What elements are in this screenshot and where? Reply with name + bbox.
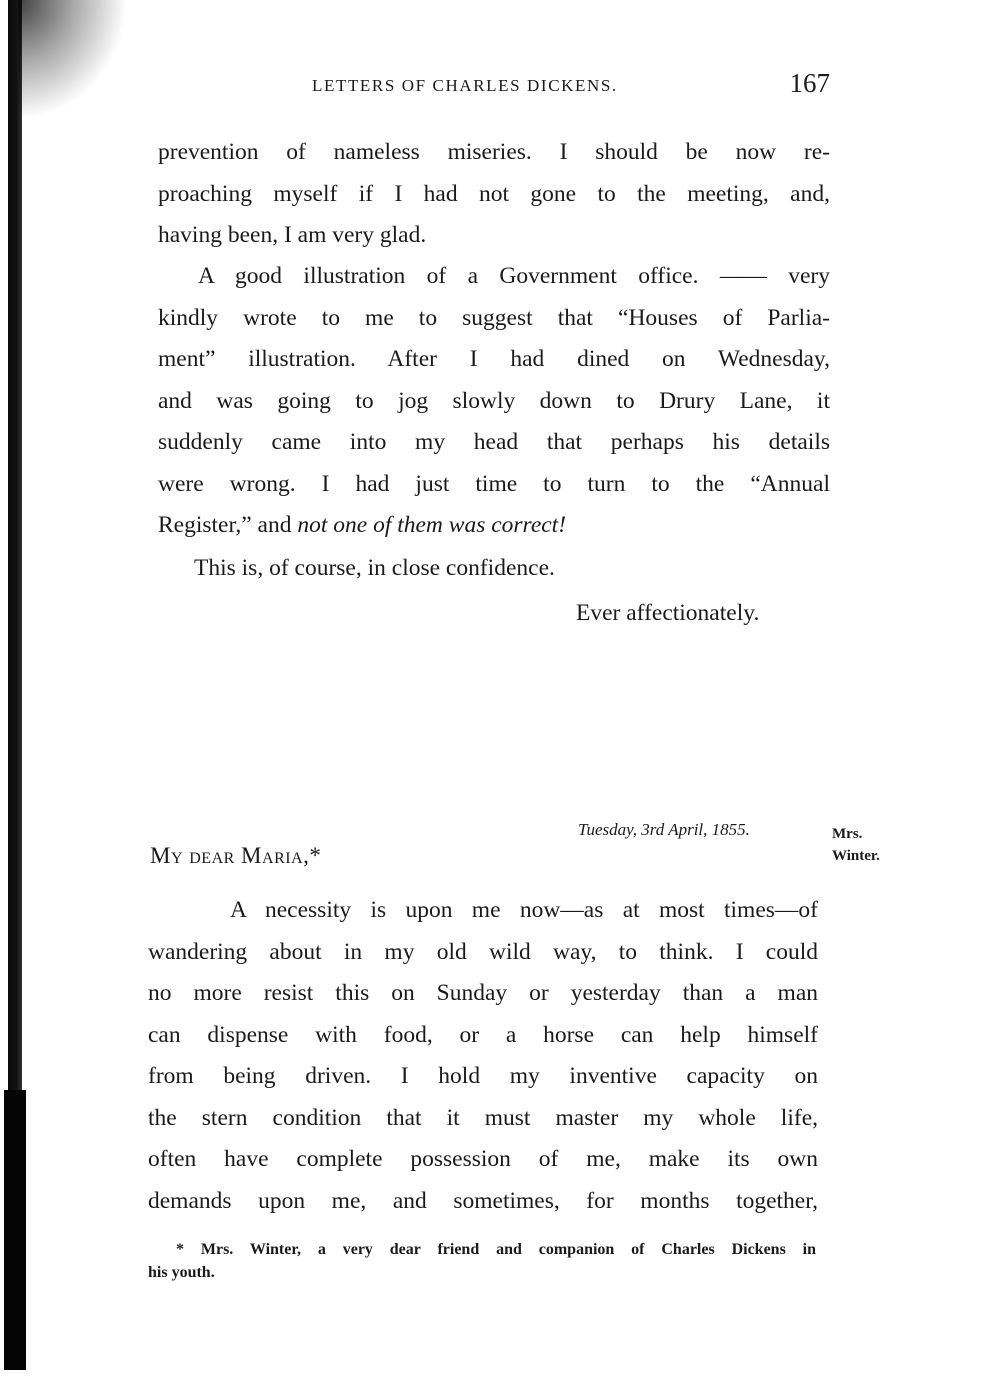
- text-line-with-emphasis: [158, 505, 830, 547]
- text-line: wandering about in my old wild way, to think. I could: [148, 938, 818, 965]
- text-line: A good illustration of a Government office. —— very: [198, 263, 830, 289]
- text-line: no more resist this on Sunday or yesterday than a man: [148, 980, 818, 1006]
- recipient-sidenote: [832, 823, 880, 867]
- text-line: ment” illustration. After I had dined on Wednesday,: [158, 346, 830, 372]
- page-header: [300, 68, 840, 102]
- scan-shadow: [18, 0, 128, 120]
- paragraph-1: [158, 132, 830, 257]
- text-line: were wrong. I had just time to turn to the “Annual: [158, 470, 830, 497]
- paragraph-4: [148, 890, 818, 1222]
- text-line: A necessity is upon me now—as at most times—of: [230, 897, 818, 923]
- footnote-line: * Mrs. Winter, a very dear friend and companion of Charles Dickens in: [176, 1241, 816, 1258]
- sidenote-line: Mrs.: [832, 826, 863, 842]
- text-line: suddenly came into my head that perhaps his details: [158, 429, 830, 455]
- paragraph-3: [194, 548, 694, 590]
- text-segment: Register,” and: [158, 512, 298, 538]
- footnote-line: his youth.: [148, 1264, 215, 1281]
- text-line: can dispense with food, or a horse can help himself: [148, 1021, 818, 1048]
- emphasis-text: not one of them was correct!: [297, 512, 567, 538]
- text-line: having been, I am very glad.: [158, 222, 427, 248]
- footnote: [148, 1238, 816, 1284]
- text-line: demands upon me, and sometimes, for months together,: [148, 1187, 818, 1214]
- sidenote-line: Winter.: [832, 848, 880, 864]
- letter-closing: Ever affectionately.: [576, 600, 760, 626]
- binding-edge-lower: [4, 1090, 26, 1370]
- text-line: from being driven. I hold my inventive capacity on: [148, 1063, 818, 1089]
- text-line: prevention of nameless miseries. I should be now re-: [158, 139, 830, 165]
- running-head: LETTERS OF CHARLES DICKENS.: [312, 76, 618, 95]
- text-line: This is, of course, in close confidence.: [194, 555, 555, 581]
- text-line: the stern condition that it must master my whole life,: [148, 1104, 818, 1131]
- paragraph-2: [158, 256, 830, 547]
- text-line: and was going to jog slowly down to Drury Lane, it: [158, 387, 830, 414]
- text-line: proaching myself if I had not gone to the meeting, and,: [158, 180, 830, 207]
- page-number: 167: [789, 68, 830, 98]
- letter-salutation: My dear Maria,*: [150, 843, 322, 868]
- letter-dateline: Tuesday, 3rd April, 1855.: [578, 820, 750, 839]
- text-line: often have complete possession of me, make its own: [148, 1146, 818, 1172]
- text-line: kindly wrote to me to suggest that “Houses of Parlia-: [158, 304, 830, 331]
